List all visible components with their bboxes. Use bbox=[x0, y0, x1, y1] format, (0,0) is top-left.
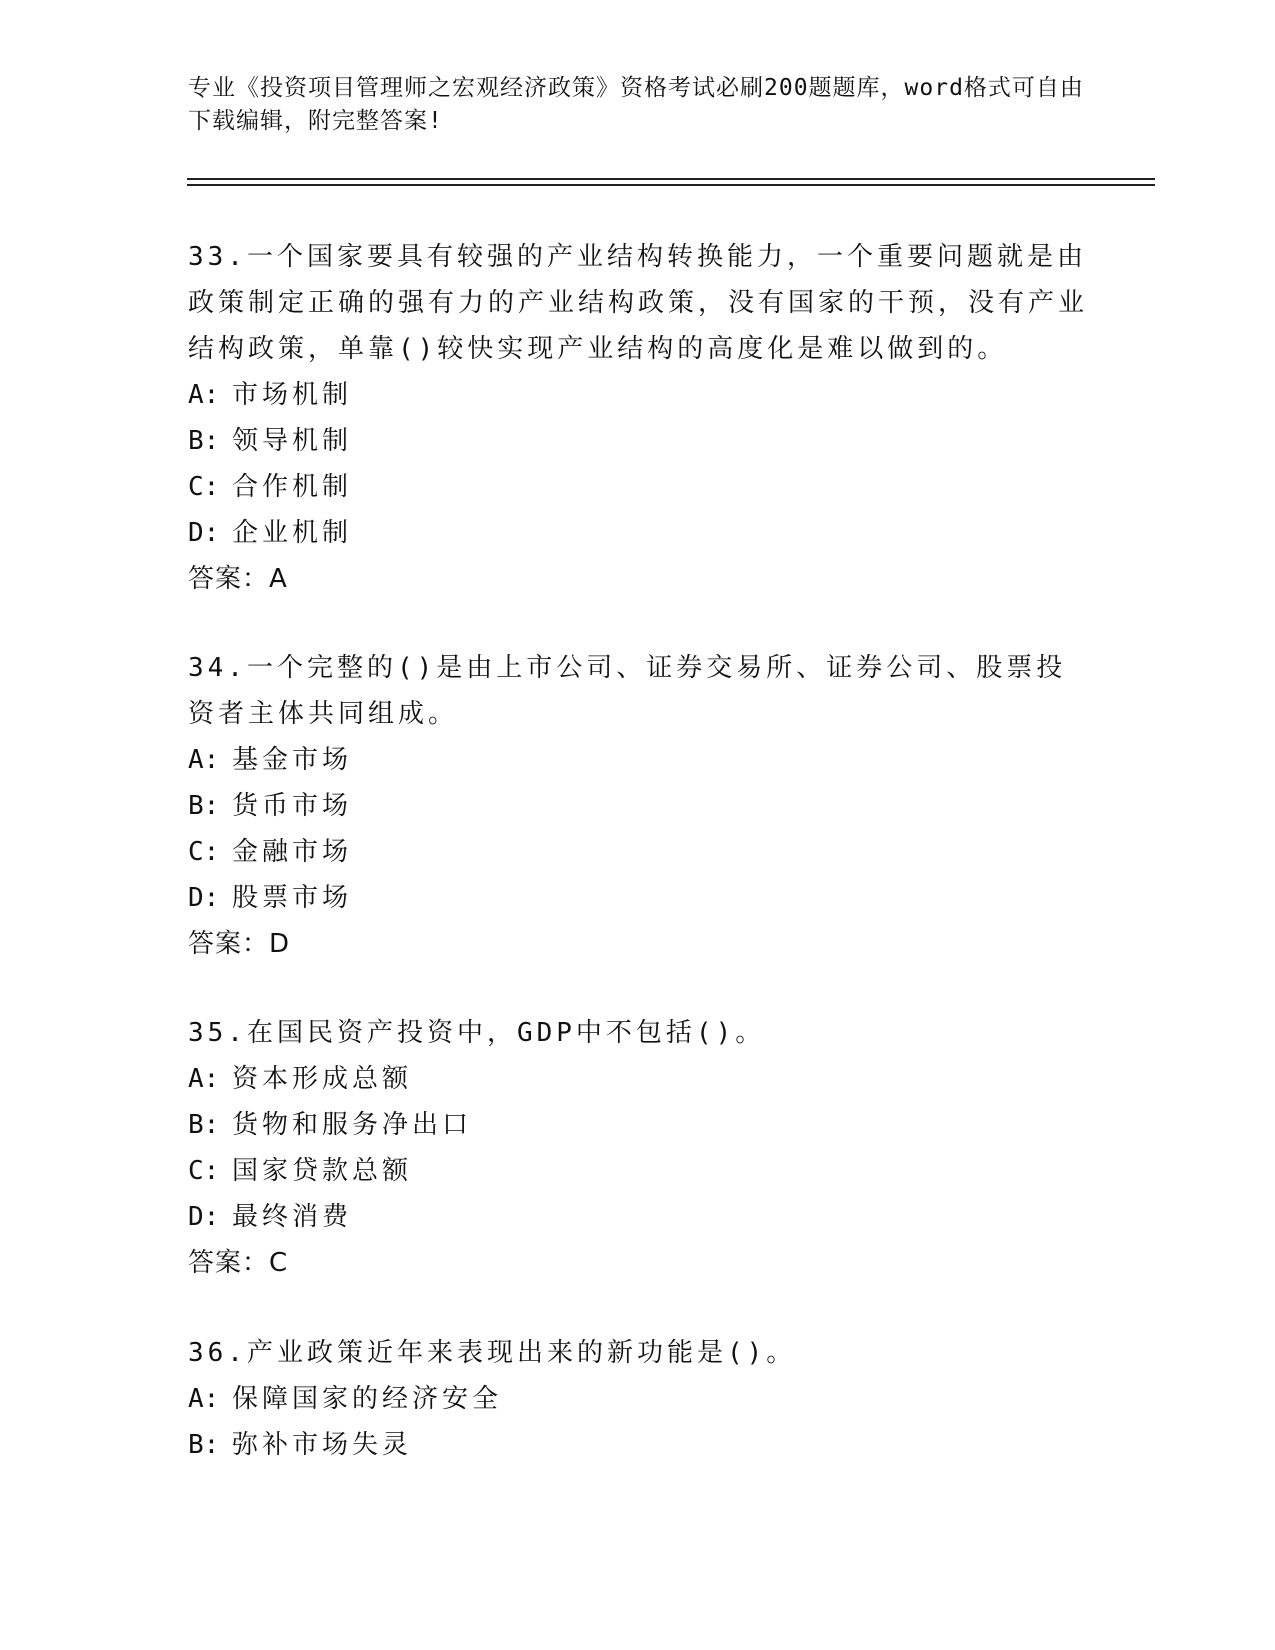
question-36 bbox=[188, 1330, 1088, 1468]
option-text: 金融市场 bbox=[232, 837, 353, 867]
answer-line: 答案：C bbox=[188, 1248, 289, 1278]
option-key: C: bbox=[188, 837, 220, 867]
option-a bbox=[188, 737, 1088, 783]
option-a bbox=[188, 1056, 1088, 1102]
option-text: 市场机制 bbox=[232, 380, 353, 410]
option-key: A: bbox=[188, 1384, 220, 1414]
question-34 bbox=[188, 645, 1088, 967]
option-key: B: bbox=[188, 426, 220, 456]
option-key: A: bbox=[188, 745, 220, 775]
option-text: 基金市场 bbox=[232, 745, 353, 775]
answer-line: 答案：D bbox=[188, 929, 291, 959]
option-a bbox=[188, 372, 1088, 418]
option-c bbox=[188, 829, 1088, 875]
option-d bbox=[188, 510, 1088, 556]
option-text: 弥补市场失灵 bbox=[232, 1430, 413, 1460]
option-key: B: bbox=[188, 791, 220, 821]
option-text: 国家贷款总额 bbox=[232, 1156, 413, 1186]
option-key: A: bbox=[188, 380, 220, 410]
option-key: C: bbox=[188, 472, 220, 502]
option-text: 货币市场 bbox=[232, 791, 353, 821]
question-stem: 33.一个国家要具有较强的产业结构转换能力，一个重要问题就是由政策制定正确的强有力的产业结构政策，没有国家的干预，没有产业结构政策，单靠()较快实现产业结构的高度化是难以做到的。 bbox=[188, 242, 1089, 364]
option-key: B: bbox=[188, 1430, 220, 1460]
question-stem: 35.在国民资产投资中，GDP中不包括()。 bbox=[188, 1018, 766, 1048]
header-divider-top bbox=[187, 178, 1155, 180]
document-header bbox=[188, 72, 1088, 138]
option-text: 领导机制 bbox=[232, 426, 353, 456]
option-text: 股票市场 bbox=[232, 883, 353, 913]
option-d bbox=[188, 1194, 1088, 1240]
option-key: B: bbox=[188, 1110, 220, 1140]
document-title: 专业《投资项目管理师之宏观经济政策》资格考试必刷200题题库，word格式可自由下载编辑，附完整答案! bbox=[188, 75, 1084, 134]
option-b bbox=[188, 418, 1088, 464]
question-35 bbox=[188, 1010, 1088, 1286]
option-text: 企业机制 bbox=[232, 518, 353, 548]
option-key: D: bbox=[188, 1202, 220, 1232]
option-d bbox=[188, 875, 1088, 921]
option-a bbox=[188, 1376, 1088, 1422]
header-divider-bottom bbox=[187, 184, 1155, 186]
option-text: 资本形成总额 bbox=[232, 1064, 413, 1094]
option-b bbox=[188, 1422, 1088, 1468]
question-stem: 36.产业政策近年来表现出来的新功能是()。 bbox=[188, 1338, 797, 1368]
option-text: 最终消费 bbox=[232, 1202, 353, 1232]
option-text: 保障国家的经济安全 bbox=[232, 1384, 503, 1414]
option-text: 货物和服务净出口 bbox=[232, 1110, 473, 1140]
option-key: C: bbox=[188, 1156, 220, 1186]
option-c bbox=[188, 464, 1088, 510]
option-b bbox=[188, 1102, 1088, 1148]
option-key: D: bbox=[188, 883, 220, 913]
question-stem: 34.一个完整的()是由上市公司、证券交易所、证券公司、股票投资者主体共同组成。 bbox=[188, 653, 1067, 729]
option-key: D: bbox=[188, 518, 220, 548]
option-b bbox=[188, 783, 1088, 829]
question-33 bbox=[188, 234, 1088, 602]
answer-line: 答案：A bbox=[188, 564, 288, 594]
option-text: 合作机制 bbox=[232, 472, 353, 502]
option-c bbox=[188, 1148, 1088, 1194]
option-key: A: bbox=[188, 1064, 220, 1094]
